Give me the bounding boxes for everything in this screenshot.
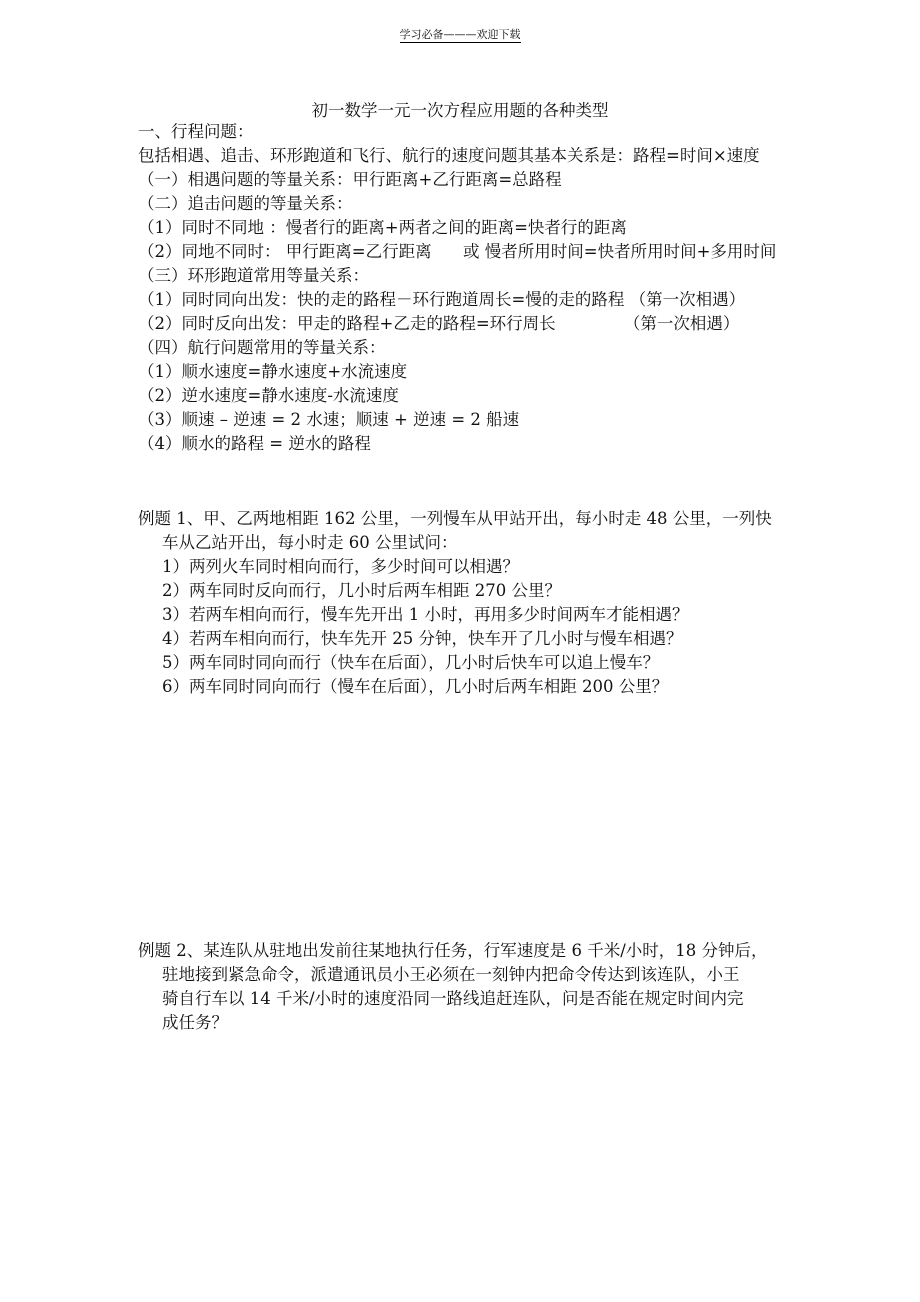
text-line: 包括相遇、追击、环形跑道和飞行、航行的速度问题其基本关系是：路程=时间×速度 — [138, 146, 760, 165]
text-line: （三）环形跑道常用等量关系： — [138, 266, 369, 285]
text-line: （1）同时不同地 ：慢者行的距离+两者之间的距离=快者行的距离 — [138, 218, 627, 237]
example1-question: 3）若两车相向而行，慢车先开出 1 小时，再用多少时间两车才能相遇？ — [162, 605, 689, 624]
text-line: （二）追击问题的等量关系： — [138, 194, 353, 213]
text-line: （4）顺水的路程 = 逆水的路程 — [138, 434, 371, 453]
example1-question: 4）若两车相向而行，快车先开 25 分钟，快车开了几小时与慢车相遇？ — [162, 629, 683, 648]
example2-text: 驻地接到紧急命令，派遣通讯员小王必须在一刻钟内把命令传达到该连队，小王 — [162, 965, 740, 984]
page-header — [0, 26, 920, 42]
text-line: （2）同时反向出发：甲走的路程+乙走的路程=环行周长 （第一次相遇） — [138, 314, 740, 333]
example1-question: 6）两车同时同向而行（慢车在后面），几小时后两车相距 200 公里？ — [162, 677, 669, 696]
example1-question: 5）两车同时同向而行（快车在后面），几小时后快车可以追上慢车？ — [162, 653, 660, 672]
example1-question: 1）两列火车同时相向而行，多少时间可以相遇？ — [162, 557, 519, 576]
text-line: （2）逆水速度=静水速度-水流速度 — [138, 386, 399, 405]
text-line: （3）顺速 – 逆速 = 2 水速；顺速 + 逆速 = 2 船速 — [138, 410, 520, 429]
example1-question: 2）两车同时反向而行，几小时后两车相距 270 公里？ — [162, 581, 561, 600]
text-line: （四）航行问题常用的等量关系： — [138, 338, 386, 357]
example2-text: 例题 2、某连队从驻地出发前往某地执行任务，行军速度是 6 千米/小时，18 分钟后， — [138, 941, 768, 960]
document-title: 初一数学一元一次方程应用题的各种类型 — [311, 101, 609, 120]
text-line: 一、行程问题： — [138, 122, 254, 141]
example2-text: 成任务？ — [162, 1013, 228, 1032]
example1-text: 车从乙站开出，每小时走 60 公里试问： — [162, 533, 458, 552]
text-line: （2）同地不同时： 甲行距离=乙行距离 或 慢者所用时间=快者所用时间+多用时间 — [138, 242, 777, 261]
text-line: （1）同时同向出发：快的走的路程－环行跑道周长=慢的走的路程 （第一次相遇） — [138, 290, 746, 309]
text-line: （一）相遇问题的等量关系：甲行距离+乙行距离=总路程 — [138, 170, 562, 189]
text-line: （1）顺水速度=静水速度+水流速度 — [138, 362, 408, 381]
example1-text: 例题 1、甲、乙两地相距 162 公里，一列慢车从甲站开出，每小时走 48 公里，一列快 — [138, 509, 772, 528]
header-text: 学习必备———欢迎下载 — [399, 28, 521, 41]
example2-text: 骑自行车以 14 千米/小时的速度沿同一路线追赶连队，问是否能在规定时间内完 — [162, 989, 744, 1008]
